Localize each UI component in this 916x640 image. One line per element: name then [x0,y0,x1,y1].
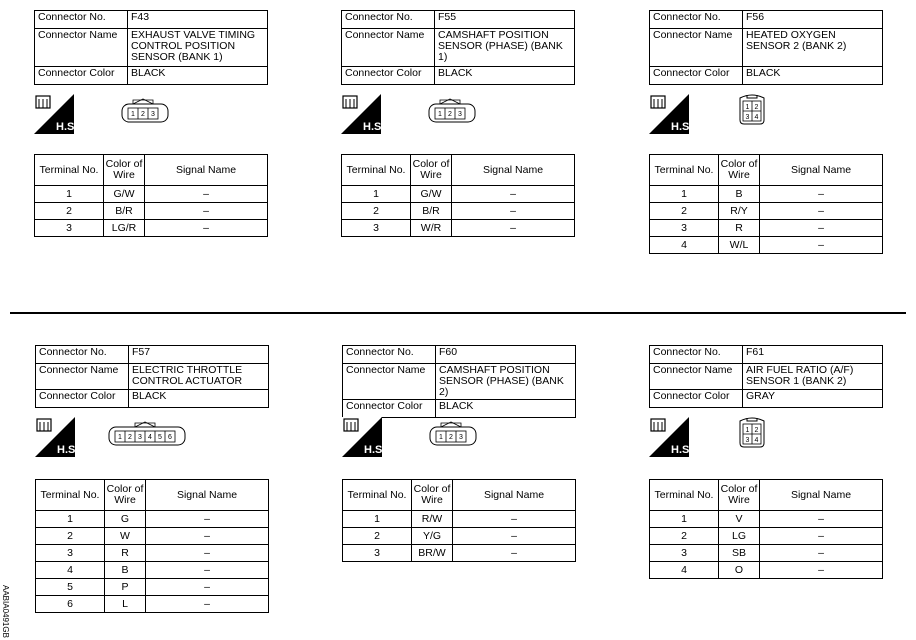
connector-block-f43 [34,10,274,234]
pin-label: 1 [745,427,750,434]
wire-color-cell: R/Y [719,203,760,220]
connector-no-value: F57 [129,346,269,364]
terminal-no-cell: 4 [650,237,719,254]
pin-label: 1 [745,104,750,111]
hs-label: H.S. [671,121,693,133]
signal-name-cell: – [146,596,269,613]
wire-color-cell: R [105,545,146,562]
signal-name-cell: – [453,528,576,545]
harness-side-icon [34,94,78,134]
connector-info-table [34,10,268,85]
table-row [36,596,269,613]
connector-block-f55 [341,10,581,234]
signal-name-header: Signal Name [453,480,576,511]
terminal-no-cell: 3 [36,545,105,562]
connector-no-value: F60 [436,346,576,364]
signal-name-cell: – [760,186,883,203]
signal-name-cell: – [452,220,575,237]
connector-color-label: Connector Color [36,390,129,408]
connector-block-f60 [342,345,582,559]
connector-color-value: BLACK [128,67,268,85]
figure-id: AABIA0491GB [1,585,10,638]
wire-color-cell: SB [719,545,760,562]
pin-label: 1 [118,434,122,441]
terminal-no-cell: 1 [343,511,412,528]
wire-color-cell: V [719,511,760,528]
hs-label: H.S. [56,121,78,133]
terminal-no-cell: 2 [650,203,719,220]
terminal-no-header: Terminal No. [650,155,719,186]
terminal-no-cell: 3 [650,545,719,562]
section-divider [10,312,906,314]
connector-name-value: EXHAUST VALVE TIMING CONTROL POSITION SENSOR (BANK 1) [128,29,268,67]
table-row [650,511,883,528]
table-row [36,579,269,596]
signal-name-cell: – [146,579,269,596]
wire-color-cell: P [105,579,146,596]
table-row [650,562,883,579]
table-row [36,545,269,562]
hs-label: H.S. [363,121,385,133]
pin-label: 3 [138,434,142,441]
pin-label: 3 [459,434,463,441]
wire-color-cell: W [105,528,146,545]
terminal-no-cell: 2 [35,203,104,220]
color-of-wire-header: Color of Wire [719,155,760,186]
signal-name-cell: – [760,562,883,579]
signal-name-cell: – [146,562,269,579]
pin-label: 3 [151,111,155,118]
terminal-no-cell: 2 [342,203,411,220]
connector-name-label: Connector Name [35,29,128,67]
wire-color-cell: G/W [104,186,145,203]
terminal-no-cell: 1 [342,186,411,203]
wire-color-cell: L [105,596,146,613]
wire-color-cell: G/W [411,186,452,203]
table-row [343,545,576,562]
table-row [650,237,883,254]
connector-no-label: Connector No. [343,346,436,364]
pin-label: 2 [754,427,759,434]
table-row [35,220,268,237]
pin-label: 3 [745,437,750,444]
table-row [36,528,269,545]
pin-label: 1 [439,434,443,441]
connector-color-value: BLACK [436,400,576,418]
terminal-no-cell: 1 [650,186,719,203]
terminal-no-cell: 3 [650,220,719,237]
table-row [343,528,576,545]
connector-name-label: Connector Name [650,29,743,67]
connector-face-diagram [428,419,478,452]
terminal-no-cell: 3 [35,220,104,237]
signal-name-header: Signal Name [452,155,575,186]
wire-color-cell: Y/G [412,528,453,545]
connector-no-value: F55 [435,11,575,29]
table-row [650,186,883,203]
pin-label: 2 [754,104,759,111]
signal-name-cell: – [146,545,269,562]
harness-side-icon [35,417,79,457]
connector-block-f57 [35,345,275,610]
terminal-table [342,479,576,562]
signal-name-header: Signal Name [146,480,269,511]
pin-label: 6 [168,434,172,441]
connector-no-label: Connector No. [36,346,129,364]
connector-name-value: HEATED OXYGEN SENSOR 2 (BANK 2) [743,29,883,67]
signal-name-cell: – [146,511,269,528]
terminal-table [341,154,575,237]
signal-name-header: Signal Name [145,155,268,186]
connector-color-label: Connector Color [343,400,436,418]
connector-no-label: Connector No. [35,11,128,29]
table-row [36,562,269,579]
wire-color-cell: W/R [411,220,452,237]
pin-label: 1 [438,111,442,118]
connector-color-label: Connector Color [35,67,128,85]
connector-face-diagram [107,419,187,452]
terminal-table [649,479,883,579]
color-of-wire-header: Color of Wire [411,155,452,186]
harness-side-icon [342,417,386,457]
signal-name-header: Signal Name [760,155,883,186]
color-of-wire-header: Color of Wire [719,480,760,511]
terminal-no-cell: 3 [343,545,412,562]
terminal-no-header: Terminal No. [35,155,104,186]
signal-name-cell: – [760,237,883,254]
table-row [343,511,576,528]
signal-name-cell: – [760,545,883,562]
connector-no-value: F56 [743,11,883,29]
pin-label: 5 [158,434,162,441]
hs-label: H.S. [364,444,386,456]
table-row [650,220,883,237]
connector-face-diagram [427,96,477,129]
terminal-no-cell: 1 [35,186,104,203]
pin-label: 3 [745,114,750,121]
terminal-no-cell: 2 [650,528,719,545]
signal-name-cell: – [760,528,883,545]
terminal-no-cell: 3 [342,220,411,237]
wire-color-cell: G [105,511,146,528]
wire-color-cell: B/R [104,203,145,220]
pin-label: 2 [448,111,452,118]
table-row [342,203,575,220]
pin-label: 2 [128,434,132,441]
pin-label: 2 [449,434,453,441]
wire-color-cell: R/W [412,511,453,528]
connector-face-diagram [735,415,769,452]
signal-name-cell: – [760,220,883,237]
connector-info-table [35,345,269,408]
connector-no-label: Connector No. [650,346,743,364]
signal-name-cell: – [760,203,883,220]
signal-name-header: Signal Name [760,480,883,511]
signal-name-cell: – [145,186,268,203]
pin-label: 4 [148,434,152,441]
terminal-no-cell: 1 [36,511,105,528]
table-row [650,203,883,220]
connector-no-label: Connector No. [650,11,743,29]
terminal-no-cell: 2 [343,528,412,545]
harness-side-icon [649,94,693,134]
table-row [650,528,883,545]
table-row [36,511,269,528]
connector-color-value: BLACK [743,67,883,85]
table-row [35,186,268,203]
color-of-wire-header: Color of Wire [104,155,145,186]
wire-color-cell: O [719,562,760,579]
hs-label: H.S. [57,444,79,456]
signal-name-cell: – [453,545,576,562]
connector-color-value: BLACK [435,67,575,85]
connector-name-label: Connector Name [650,364,743,390]
connector-block-f61 [649,345,889,576]
color-of-wire-header: Color of Wire [412,480,453,511]
connector-name-value: CAMSHAFT POSITION SENSOR (PHASE) (BANK 1) [435,29,575,67]
connector-no-value: F43 [128,11,268,29]
connector-color-label: Connector Color [650,390,743,408]
connector-color-label: Connector Color [342,67,435,85]
connector-name-value: AIR FUEL RATIO (A/F) SENSOR 1 (BANK 2) [743,364,883,390]
terminal-no-cell: 5 [36,579,105,596]
connector-name-value: ELECTRIC THROTTLE CONTROL ACTUATOR [129,364,269,390]
pin-label: 4 [754,437,759,444]
connector-info-table [341,10,575,85]
signal-name-cell: – [145,203,268,220]
connector-color-value: BLACK [129,390,269,408]
color-of-wire-header: Color of Wire [105,480,146,511]
table-row [35,203,268,220]
wire-color-cell: B [105,562,146,579]
connector-no-value: F61 [743,346,883,364]
connector-info-table [342,345,576,418]
hs-label: H.S. [671,444,693,456]
terminal-no-cell: 2 [36,528,105,545]
pin-label: 1 [131,111,135,118]
signal-name-cell: – [453,511,576,528]
harness-side-icon [341,94,385,134]
pin-label: 3 [458,111,462,118]
signal-name-cell: – [146,528,269,545]
wire-color-cell: LG [719,528,760,545]
wire-color-cell: W/L [719,237,760,254]
wire-color-cell: LG/R [104,220,145,237]
terminal-table [35,479,269,613]
connector-color-label: Connector Color [650,67,743,85]
connector-no-label: Connector No. [342,11,435,29]
connector-color-value: GRAY [743,390,883,408]
signal-name-cell: – [145,220,268,237]
connector-block-f56 [649,10,889,251]
connector-face-diagram [735,92,769,129]
wire-color-cell: R [719,220,760,237]
connector-name-label: Connector Name [342,29,435,67]
signal-name-cell: – [452,186,575,203]
terminal-no-cell: 4 [36,562,105,579]
connector-info-table [649,345,883,408]
signal-name-cell: – [760,511,883,528]
harness-side-icon [649,417,693,457]
terminal-no-cell: 6 [36,596,105,613]
table-row [342,220,575,237]
terminal-no-header: Terminal No. [36,480,105,511]
connector-face-diagram [120,96,170,129]
terminal-no-header: Terminal No. [342,155,411,186]
terminal-no-cell: 1 [650,511,719,528]
signal-name-cell: – [452,203,575,220]
wire-color-cell: BR/W [412,545,453,562]
table-row [342,186,575,203]
pin-label: 4 [754,114,759,121]
connector-name-value: CAMSHAFT POSITION SENSOR (PHASE) (BANK 2) [436,364,576,400]
terminal-table [649,154,883,254]
terminal-no-header: Terminal No. [343,480,412,511]
wire-color-cell: B [719,186,760,203]
table-row [650,545,883,562]
connector-name-label: Connector Name [36,364,129,390]
pin-label: 2 [141,111,145,118]
connector-info-table [649,10,883,85]
wire-color-cell: B/R [411,203,452,220]
terminal-no-cell: 4 [650,562,719,579]
connector-name-label: Connector Name [343,364,436,400]
terminal-table [34,154,268,237]
terminal-no-header: Terminal No. [650,480,719,511]
